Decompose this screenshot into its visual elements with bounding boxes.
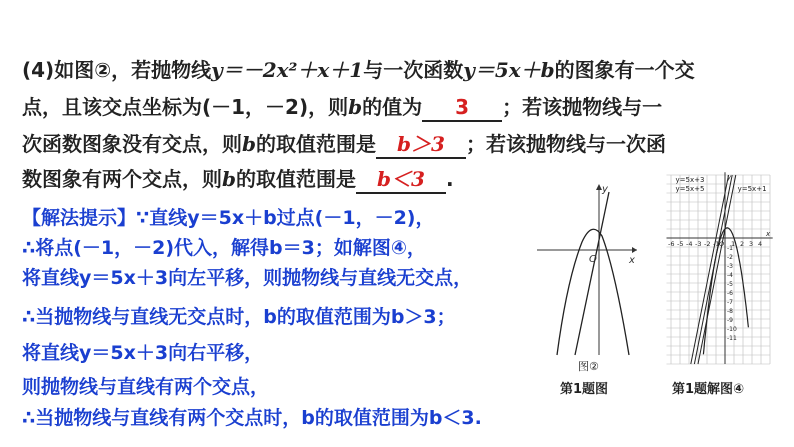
x-axis-label: x	[766, 230, 771, 238]
problem-text: .	[445, 167, 454, 191]
hint-line-3: 将直线y＝5x＋3向左平移，则抛物线与直线无交点，	[22, 267, 473, 289]
problem-text: 数图象有两个交点，则	[22, 167, 222, 191]
figure-2-caption: 图②	[578, 360, 599, 373]
x-tick-label: -5	[677, 240, 684, 248]
parabola-equation: y＝－2x²＋x＋1	[211, 58, 364, 82]
y-tick-label: -5	[727, 281, 733, 288]
y-tick-label: -6	[727, 290, 733, 297]
x-tick-label: 4	[758, 240, 763, 248]
problem-line-2	[22, 94, 662, 122]
x-tick-label: -4	[686, 240, 693, 248]
line-equation: y＝5x＋b	[463, 58, 555, 82]
solution-figure-title: 第1题解图④	[672, 382, 745, 397]
x-tick-label: 3	[749, 240, 754, 248]
x-tick-label: -6	[668, 240, 675, 248]
hint-line-2: ∴将点(－1，－2)代入，解得b＝3；如解图④，	[22, 237, 426, 259]
answer-blank-3: b＜3	[356, 166, 446, 194]
x-tick-label: 1	[731, 240, 736, 248]
problem-text: 次函数图象没有交点，则	[22, 132, 242, 156]
line-label: y=5x+1	[737, 185, 767, 193]
y-tick-label: -7	[727, 299, 733, 306]
origin-label: O	[589, 254, 597, 265]
grid	[667, 172, 773, 364]
variable-b: b	[222, 167, 236, 191]
problem-text: ；若该抛物线与一	[502, 95, 663, 119]
problem-text: 的值为	[362, 95, 423, 119]
problem-text: 的取值范围是	[255, 132, 376, 156]
x-tick-label: -3	[695, 240, 702, 248]
x-tick-label: -1	[713, 240, 720, 248]
y-tick-label: -1	[727, 245, 733, 252]
solution-figure-4-graph	[665, 172, 785, 368]
y-tick-label: -2	[727, 254, 733, 261]
y-axis-label: y	[602, 184, 608, 195]
straight-line	[575, 192, 609, 355]
y-axis-label: y	[727, 173, 732, 182]
problem-text: 的图象有一个交	[554, 58, 695, 82]
problem-line-3	[22, 131, 666, 159]
problem-text: 的取值范围是	[235, 167, 356, 191]
figure-1-title: 第1题图	[560, 382, 609, 397]
hint-line-5: 将直线y＝5x＋3向右平移，	[22, 342, 264, 364]
line-label: y=5x+3	[675, 176, 705, 184]
answer-blank-2: b＞3	[376, 131, 466, 159]
y-tick-label: -9	[727, 317, 733, 324]
x-axis-arrow	[632, 247, 637, 253]
problem-text: 与一次函数	[363, 58, 464, 82]
x-tick-label: 2	[740, 240, 745, 248]
problem-line-4	[22, 166, 454, 194]
hint-line-6: 则抛物线与直线有两个交点，	[22, 376, 270, 398]
problem-line-1	[22, 57, 695, 83]
variable-b: b	[348, 95, 363, 119]
x-tick-label: -2	[704, 240, 711, 248]
hint-line-4: ∴当抛物线与直线无交点时，b的取值范围为b＞3；	[22, 306, 456, 328]
x-axis-label: x	[629, 255, 635, 266]
parabola-curve	[557, 229, 629, 355]
line-label: y=5x+5	[675, 185, 705, 193]
y-tick-label: -10	[727, 326, 737, 333]
y-tick-label: -3	[727, 263, 733, 270]
figure-2-graph	[537, 180, 647, 385]
origin-label: O	[719, 240, 725, 248]
y-tick-label: -4	[727, 272, 733, 279]
hint-line-7: ∴当抛物线与直线有两个交点时，b的取值范围为b＜3.	[22, 407, 482, 429]
hint-line-1: 【解法提示】∵直线y＝5x＋b过点(－1，－2)，	[22, 207, 435, 229]
problem-text: ；若该抛物线与一次函	[465, 132, 666, 156]
problem-text: 点，且该交点坐标为(－1，－2)，则	[22, 95, 349, 119]
line-y-5x-plus-5	[691, 175, 729, 364]
y-tick-label: -11	[727, 335, 737, 342]
curves	[691, 175, 749, 364]
y-tick-label: -8	[727, 308, 733, 315]
variable-b: b	[242, 132, 256, 156]
answer-blank-1: 3	[422, 94, 502, 122]
problem-text: (4)如图②，若抛物线	[22, 58, 212, 82]
